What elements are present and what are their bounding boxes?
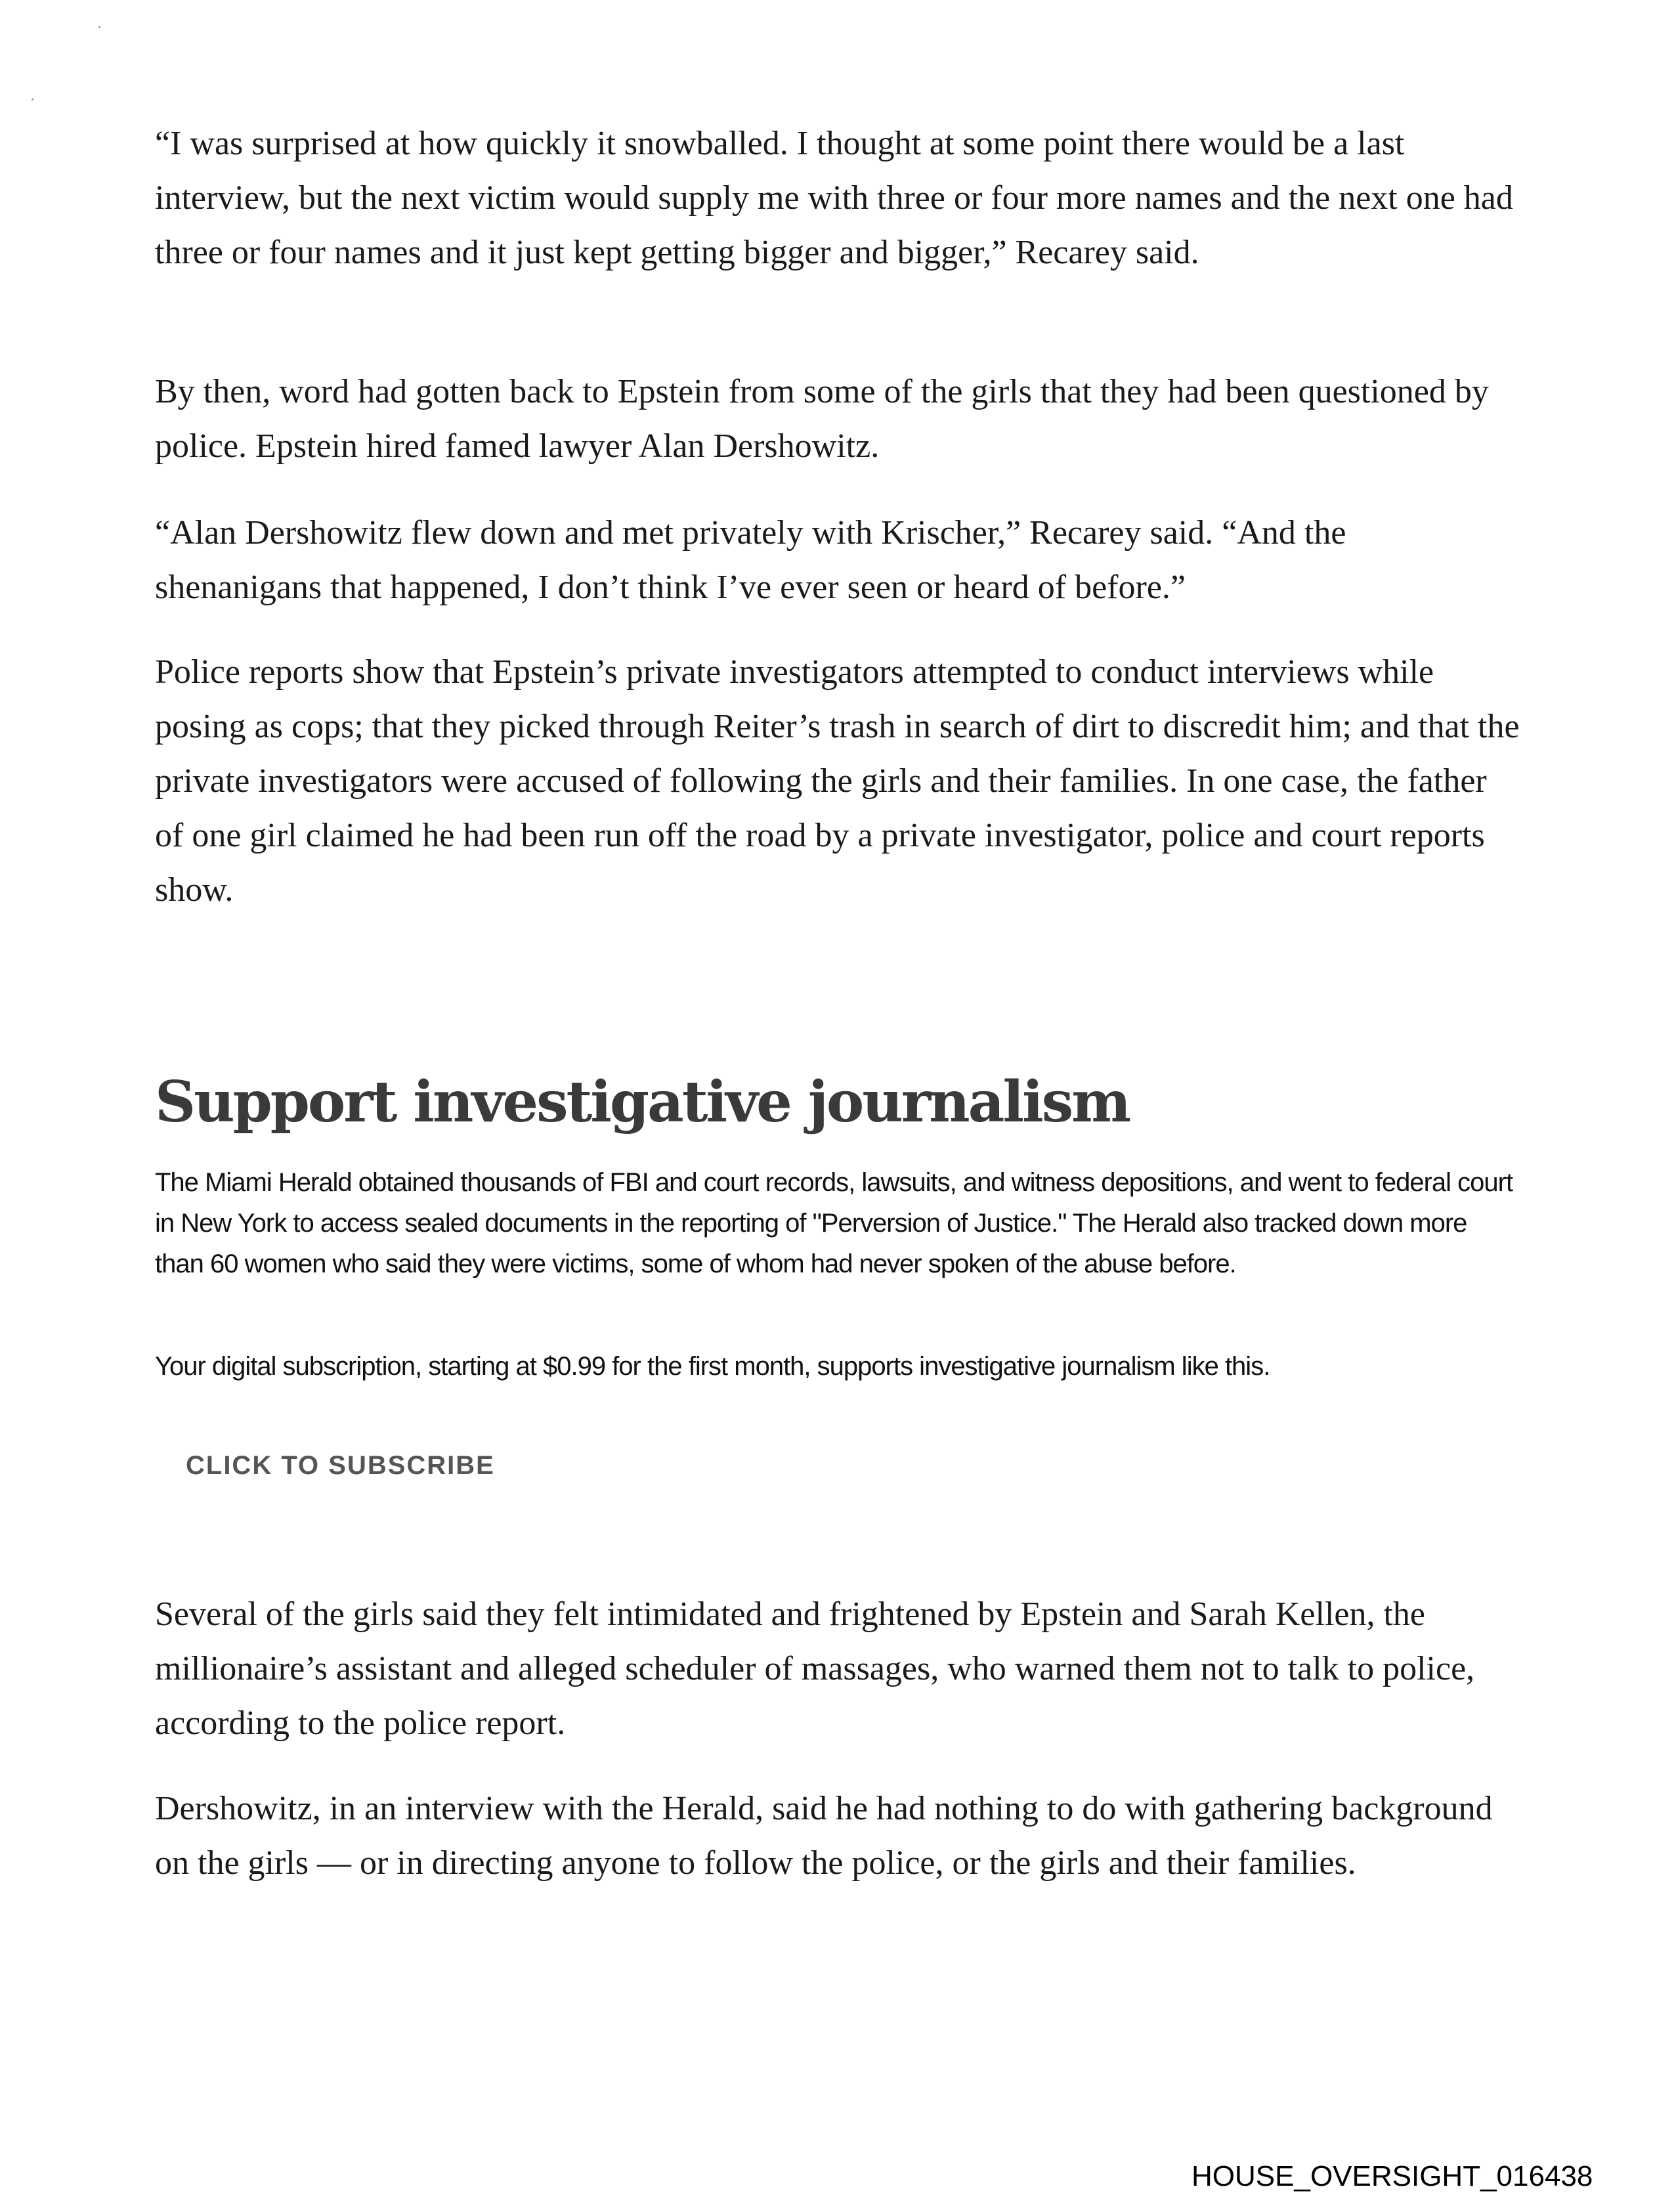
article-paragraph: Several of the girls said they felt intimidated and frightened by Epstein and Sarah Kellen, the millionaire’s assistant and alleged scheduler of massages, who warned them not to talk to police, according to the police report. [155, 1595, 1475, 1742]
promo-body: The Miami Herald obtained thousands of FBI and court records, lawsuits, and witness depositions, and went to federal court in New York to access sealed documents in the reporting of "Perversion of Justice." The Herald also tracked down more than 60 women who said they were victims, some of whom had never spoken of the abuse before. [155, 1168, 1513, 1278]
scan-speck [98, 26, 100, 28]
subscribe-button[interactable]: CLICK TO SUBSCRIBE [186, 1451, 495, 1480]
promo-heading: Support investigative journalism [155, 1069, 1130, 1135]
article-paragraph: Dershowitz, in an interview with the Herald, said he had nothing to do with gathering background on the girls — or in directing anyone to follow the police, or the girls and their families. [155, 1790, 1493, 1882]
promo-subscription-note: Your digital subscription, starting at $0.99 for the first month, supports investigative journalism like this. [155, 1352, 1270, 1381]
scan-speck [32, 98, 33, 100]
article-paragraph: “Alan Dershowitz flew down and met privately with Krischer,” Recarey said. “And the shenanigans that happened, I don’t think I’ve ever seen or heard of before.” [155, 514, 1346, 606]
article-paragraph: Police reports show that Epstein’s private investigators attempted to conduct interviews while posing as cops; that they picked through Reiter’s trash in search of dirt to discredit him; and that the private investigators were accused of following the girls and their families. In one case, the father of one girl claimed he had been run off the road by a private investigator, police and court reports show. [155, 653, 1520, 909]
article-paragraph: By then, word had gotten back to Epstein from some of the girls that they had been questioned by police. Epstein hired famed lawyer Alan Dershowitz. [155, 373, 1489, 465]
article-paragraph: “I was surprised at how quickly it snowballed. I thought at some point there would be a last interview, but the next victim would supply me with three or four more names and the next one had three or four names and it just kept getting bigger and bigger,” Recarey said. [155, 125, 1513, 271]
bates-number: HOUSE_OVERSIGHT_016438 [1191, 2160, 1593, 2192]
